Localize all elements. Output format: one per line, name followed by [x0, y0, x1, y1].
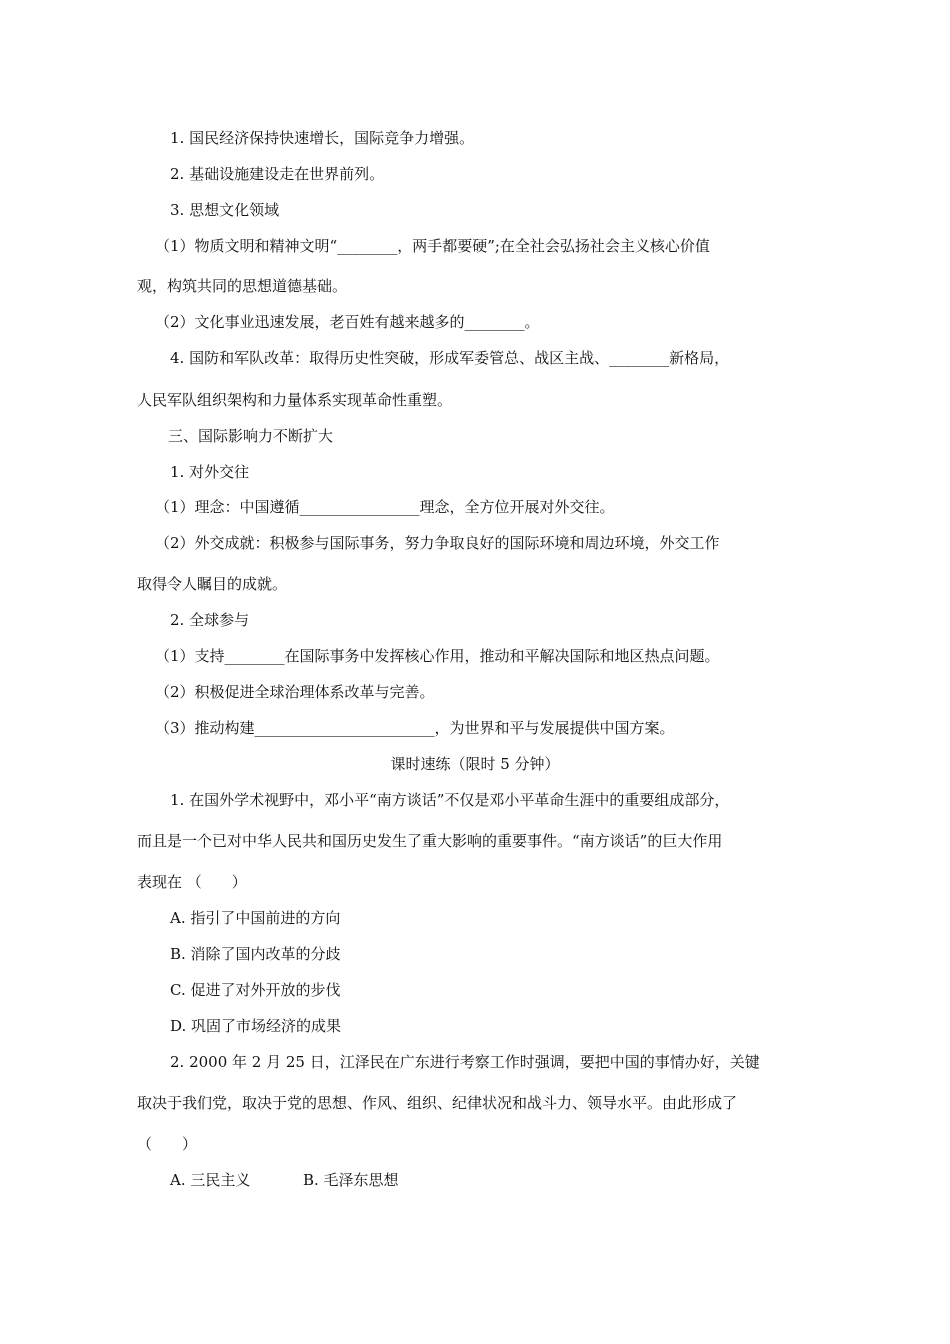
section-title: 课时速练（限时 5 分钟） [390, 755, 560, 773]
text-line: 取得令人瞩目的成就。 [137, 575, 288, 593]
section-heading: 三、国际影响力不断扩大 [168, 427, 334, 445]
text-line: 4. 国防和军队改革：取得历史性突破，形成军委管总、战区主战、________新格局， [170, 349, 730, 367]
option-b: B. 消除了国内改革的分歧 [170, 945, 341, 963]
text-line: （1）理念：中国遵循________________理念，全方位开展对外交往。 [155, 498, 615, 516]
option-b: B. 毛泽东思想 [303, 1171, 399, 1189]
option-c: C. 促进了对外开放的步伐 [170, 981, 341, 999]
text-line: 3. 思想文化领域 [170, 201, 280, 219]
question-text: 1. 在国外学术视野中，邓小平“南方谈话”不仅是邓小平革命生涯中的重要组成部分， [170, 791, 730, 809]
text-line: 人民军队组织架构和力量体系实现革命性重塑。 [137, 391, 453, 409]
text-line: （1）支持________在国际事务中发挥核心作用，推动和平解决国际和地区热点问题。 [155, 647, 720, 665]
text-line: （2）文化事业迅速发展，老百姓有越来越多的________。 [155, 313, 540, 331]
question-text: （ ） [137, 1135, 198, 1153]
text-line: （2）积极促进全球治理体系改革与完善。 [155, 683, 435, 701]
option-a: A. 指引了中国前进的方向 [170, 909, 341, 927]
question-text: 而且是一个已对中华人民共和国历史发生了重大影响的重要事件。“南方谈话”的巨大作用 [137, 832, 723, 850]
option-d: D. 巩固了市场经济的成果 [170, 1017, 342, 1035]
question-text: 表现在 （ ） [137, 873, 247, 891]
text-line: 2. 基础设施建设走在世界前列。 [170, 165, 385, 183]
text-line: 2. 全球参与 [170, 611, 250, 629]
text-line: 观，构筑共同的思想道德基础。 [137, 277, 348, 295]
text-line: 1. 国民经济保持快速增长，国际竞争力增强。 [170, 129, 475, 147]
text-line: （3）推动构建________________________，为世界和平与发展提供中国方案。 [155, 719, 675, 737]
question-text: 取决于我们党，取决于党的思想、作风、组织、纪律状况和战斗力、领导水平。由此形成了 [137, 1094, 738, 1112]
question-text: 2. 2000 年 2 月 25 日，江泽民在广东进行考察工作时强调，要把中国的事情办好，关键 [170, 1053, 760, 1071]
text-line: 1. 对外交往 [170, 463, 250, 481]
text-line: （1）物质文明和精神文明“________，两手都要硬”;在全社会弘扬社会主义核心价值 [155, 237, 710, 255]
option-a: A. 三民主义 [170, 1171, 251, 1189]
text-line: （2）外交成就：积极参与国际事务，努力争取良好的国际环境和周边环境，外交工作 [155, 534, 720, 552]
